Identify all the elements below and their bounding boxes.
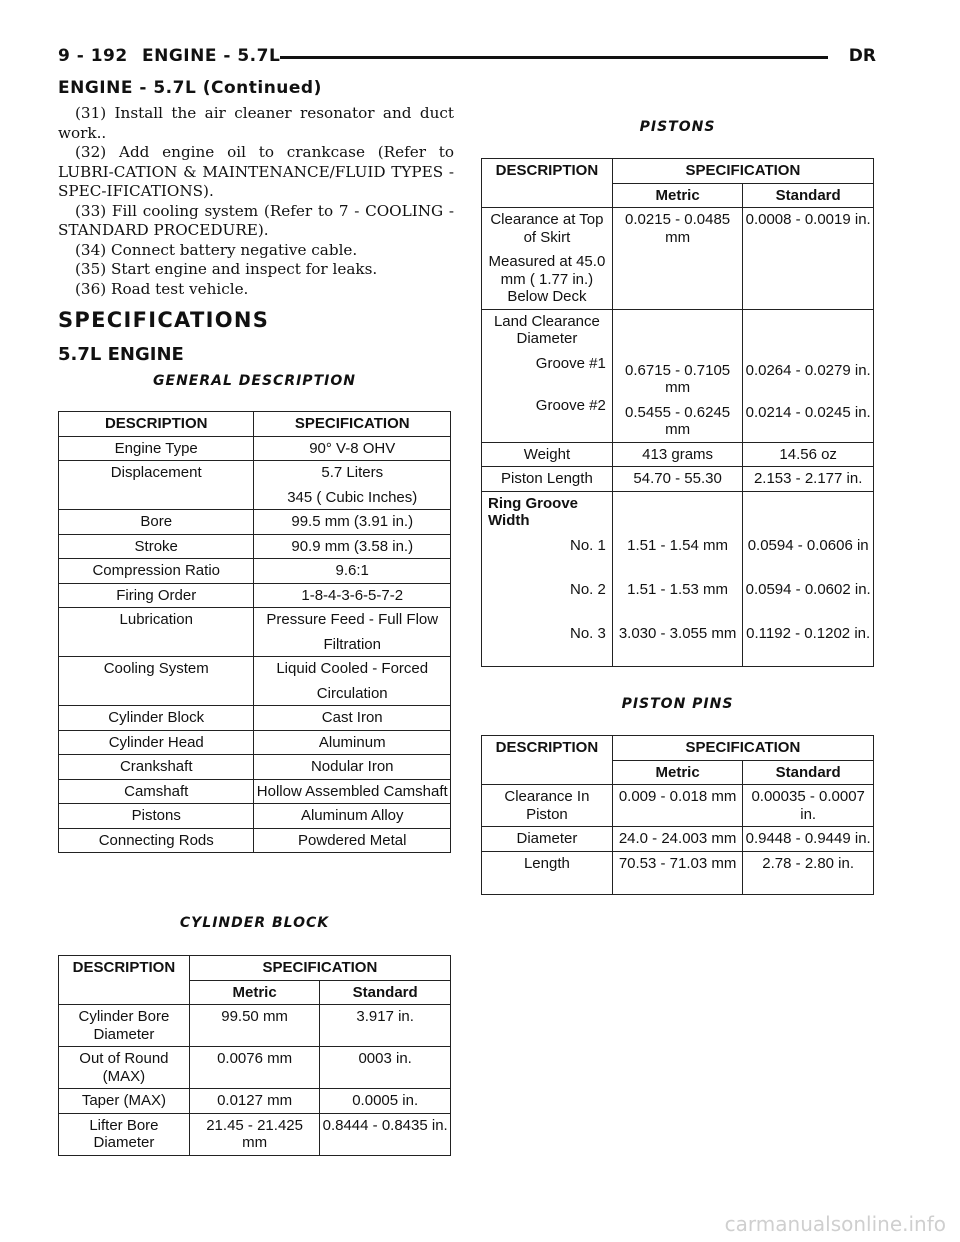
row-label: Bore	[59, 510, 254, 535]
col-description: DESCRIPTION	[482, 159, 613, 208]
step-32: (32) Add engine oil to crankcase (Refer to LUBRI-CATION & MAINTENANCE/FLUID TYPES - SPEC-IFICATIONS).	[58, 143, 454, 200]
ring-3-label: No. 3	[569, 624, 606, 642]
table-row	[59, 730, 451, 755]
row-label: Weight	[482, 442, 613, 467]
row-value: 90° V-8 OHV	[254, 436, 451, 461]
table-header-row	[59, 412, 451, 437]
pistons-table	[481, 158, 874, 667]
row-value: Liquid Cooled - Forced Circulation	[254, 657, 451, 706]
table-row	[59, 461, 451, 510]
standard-value: 0.0594 - 0.0606 in 0.0594 - 0.0602 in. 0.1192 - 0.1202 in.	[743, 491, 874, 666]
table-row	[59, 755, 451, 780]
table-row	[59, 436, 451, 461]
step-36: (36) Road test vehicle.	[75, 279, 249, 298]
table-row	[59, 1005, 451, 1047]
watermark: carmanualsonline.info	[724, 1212, 946, 1236]
step-35: (35) Start engine and inspect for leaks.	[75, 260, 378, 278]
row-value: 1-8-4-3-6-5-7-2	[254, 583, 451, 608]
col-standard: Standard	[320, 980, 451, 1005]
standard-value: 0.9448 - 0.9449 in.	[743, 827, 874, 852]
cylinder-block-caption: CYLINDER BLOCK	[179, 915, 330, 931]
standard-value: 0.00035 - 0.0007 in.	[743, 785, 874, 827]
table-row	[59, 534, 451, 559]
row-value: Powdered Metal	[254, 828, 451, 853]
row-label: Compression Ratio	[59, 559, 254, 584]
col-specification: SPECIFICATION	[189, 956, 450, 981]
table-row	[482, 442, 874, 467]
row-label: Connecting Rods	[59, 828, 254, 853]
continued-subheader: ENGINE - 5.7L (Continued)	[58, 78, 322, 98]
groove-2-label: Groove #2	[535, 396, 606, 414]
metric-value: 21.45 - 21.425 mm	[189, 1113, 320, 1155]
table-row	[59, 510, 451, 535]
row-label: Length	[482, 851, 613, 894]
row-label: Cylinder Block	[59, 706, 254, 731]
col-specification: SPECIFICATION	[612, 736, 873, 761]
col-specification: SPECIFICATION	[612, 159, 873, 184]
ring-groove-label: Ring Groove Width	[488, 494, 579, 529]
row-label: Piston Length	[482, 467, 613, 492]
table-row	[59, 657, 451, 706]
col-description: DESCRIPTION	[59, 956, 190, 1005]
col-specification: SPECIFICATION	[254, 412, 451, 437]
page-header	[58, 46, 876, 72]
row-label	[482, 491, 613, 666]
row-label: Cylinder Bore Diameter	[59, 1005, 190, 1047]
row-label: Stroke	[59, 534, 254, 559]
procedure-steps	[58, 104, 454, 299]
table-row	[482, 827, 874, 852]
metric-value: 1.51 - 1.54 mm 1.51 - 1.53 mm 3.030 - 3.055 mm	[612, 491, 743, 666]
table-row	[59, 1089, 451, 1114]
row-value: Aluminum Alloy	[254, 804, 451, 829]
row-label: Pistons	[59, 804, 254, 829]
row-value: Pressure Feed - Full Flow Filtration	[254, 608, 451, 657]
groove-1-label: Groove #1	[535, 354, 606, 372]
row-label: Crankshaft	[59, 755, 254, 780]
col-metric: Metric	[189, 980, 320, 1005]
row-label	[482, 309, 613, 442]
metric-value: 0.6715 - 0.7105 mm 0.5455 - 0.6245 mm	[612, 309, 743, 442]
page-number: 9 - 192	[58, 46, 128, 66]
metric-value: 99.50 mm	[189, 1005, 320, 1047]
col-standard: Standard	[743, 183, 874, 208]
metric-value: 0.0215 - 0.0485 mm	[612, 208, 743, 310]
table-row	[482, 309, 874, 442]
land-clearance-label: Land Clearance Diameter	[493, 312, 600, 347]
row-label: Out of Round (MAX)	[59, 1047, 190, 1089]
row-value: 99.5 mm (3.91 in.)	[254, 510, 451, 535]
ring-1-label: No. 1	[569, 536, 606, 554]
table-row	[482, 785, 874, 827]
col-description: DESCRIPTION	[59, 412, 254, 437]
row-label: Lifter Bore Diameter	[59, 1113, 190, 1155]
row-label: Displacement	[59, 461, 254, 510]
row-value: 5.7 Liters 345 ( Cubic Inches)	[254, 461, 451, 510]
standard-value: 0003 in.	[320, 1047, 451, 1089]
standard-value: 3.917 in.	[320, 1005, 451, 1047]
row-label: Diameter	[482, 827, 613, 852]
row-label: Firing Order	[59, 583, 254, 608]
row-value: Cast Iron	[254, 706, 451, 731]
specifications-heading: SPECIFICATIONS	[58, 308, 270, 332]
table-row	[59, 804, 451, 829]
general-description-table	[58, 411, 451, 853]
model-code: DR	[848, 46, 876, 66]
row-label: Clearance In Piston	[482, 785, 613, 827]
standard-value: 0.0264 - 0.0279 in. 0.0214 - 0.0245 in.	[743, 309, 874, 442]
general-description-caption: GENERAL DESCRIPTION	[153, 373, 356, 389]
table-row	[59, 608, 451, 657]
table-row	[59, 828, 451, 853]
row-value: Aluminum	[254, 730, 451, 755]
step-33: (33) Fill cooling system (Refer to 7 - COOLING - STANDARD PROCEDURE).	[58, 201, 454, 239]
col-standard: Standard	[743, 760, 874, 785]
standard-value: 2.78 - 2.80 in.	[743, 851, 874, 894]
header-rule	[280, 56, 828, 59]
standard-value: 14.56 oz	[743, 442, 874, 467]
row-value: Hollow Assembled Camshaft	[254, 779, 451, 804]
row-label: Cooling System	[59, 657, 254, 706]
table-row	[482, 467, 874, 492]
metric-value: 413 grams	[612, 442, 743, 467]
piston-pins-table	[481, 735, 874, 895]
table-row	[59, 1113, 451, 1155]
table-row	[59, 706, 451, 731]
table-row	[482, 208, 874, 310]
table-header-row	[482, 159, 874, 184]
metric-value: 0.009 - 0.018 mm	[612, 785, 743, 827]
section-title: ENGINE - 5.7L	[142, 46, 281, 66]
metric-value: 0.0127 mm	[189, 1089, 320, 1114]
table-header-row	[59, 956, 451, 981]
ring-2-label: No. 2	[569, 580, 606, 598]
step-34: (34) Connect battery negative cable.	[75, 240, 358, 259]
piston-pins-caption: PISTON PINS	[621, 696, 734, 712]
col-metric: Metric	[612, 183, 743, 208]
pistons-caption: PISTONS	[639, 119, 716, 135]
row-label: Clearance at Top of Skirt Measured at 45.0 mm ( 1.77 in.) Below Deck	[482, 208, 613, 310]
metric-value: 70.53 - 71.03 mm	[612, 851, 743, 894]
row-label: Taper (MAX)	[59, 1089, 190, 1114]
col-metric: Metric	[612, 760, 743, 785]
table-row	[59, 559, 451, 584]
table-header-row	[482, 736, 874, 761]
standard-value: 2.153 - 2.177 in.	[743, 467, 874, 492]
row-label: Cylinder Head	[59, 730, 254, 755]
standard-value: 0.0005 in.	[320, 1089, 451, 1114]
table-row	[482, 491, 874, 666]
metric-value: 0.0076 mm	[189, 1047, 320, 1089]
metric-value: 54.70 - 55.30	[612, 467, 743, 492]
table-row	[59, 779, 451, 804]
standard-value: 0.0008 - 0.0019 in.	[743, 208, 874, 310]
table-row	[482, 851, 874, 894]
row-value: Nodular Iron	[254, 755, 451, 780]
row-label: Engine Type	[59, 436, 254, 461]
row-label: Lubrication	[59, 608, 254, 657]
metric-value: 24.0 - 24.003 mm	[612, 827, 743, 852]
step-31: (31) Install the air cleaner resonator and duct work..	[58, 104, 454, 142]
col-description: DESCRIPTION	[482, 736, 613, 785]
row-value: 9.6:1	[254, 559, 451, 584]
engine-heading: 5.7L ENGINE	[58, 344, 184, 365]
row-label: Camshaft	[59, 779, 254, 804]
standard-value: 0.8444 - 0.8435 in.	[320, 1113, 451, 1155]
cylinder-block-table	[58, 955, 451, 1156]
table-row	[59, 583, 451, 608]
row-value: 90.9 mm (3.58 in.)	[254, 534, 451, 559]
table-row	[59, 1047, 451, 1089]
